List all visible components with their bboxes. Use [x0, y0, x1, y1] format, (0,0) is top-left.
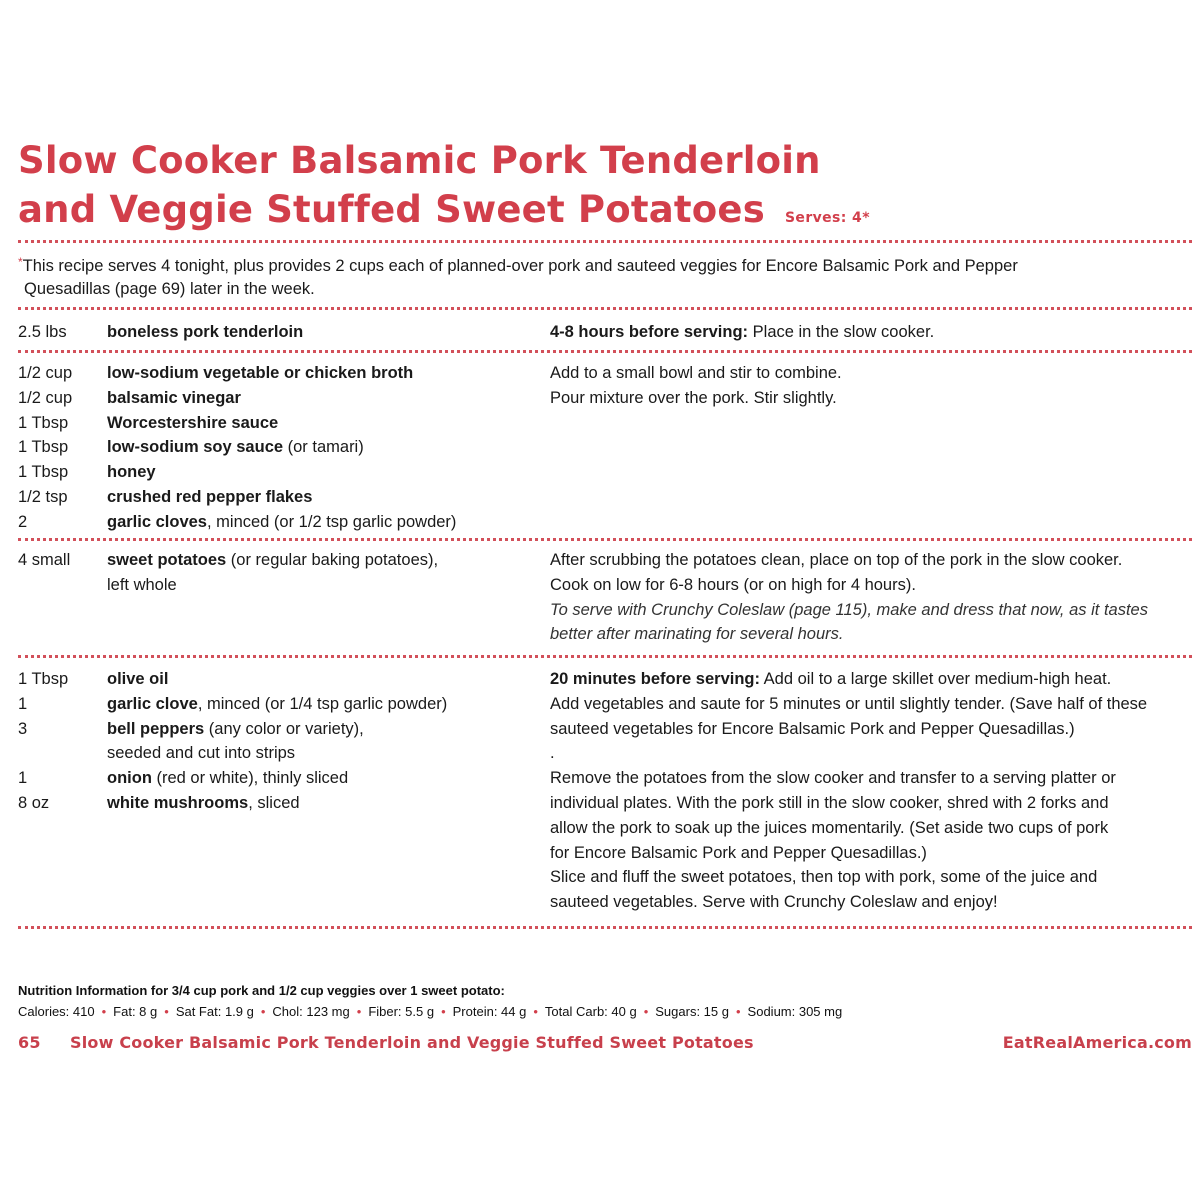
- divider: [18, 240, 1192, 243]
- direction-column: [550, 667, 1200, 915]
- ingredient-line: [107, 386, 527, 411]
- direction-text: Add to a small bowl and stir to combine.: [550, 364, 842, 382]
- direction-line: [550, 667, 1200, 692]
- ingredient-line: [107, 717, 527, 742]
- nutrition-value: Sat Fat: 1.9 g: [175, 1004, 254, 1019]
- recipe-note: [18, 251, 1138, 301]
- ingredient-line: [107, 510, 527, 535]
- nutrition-separator: •: [260, 1004, 266, 1019]
- direction-line: [550, 548, 1200, 573]
- direction-text: better after marinating for several hours.: [550, 625, 844, 644]
- title-line-1: Slow Cooker Balsamic Pork Tenderloin: [18, 139, 821, 182]
- direction-line: [550, 386, 1200, 411]
- quantity: 1 Tbsp: [18, 463, 69, 482]
- note-line-2: Quesadillas (page 69) later in the week.: [24, 280, 315, 298]
- direction-text: Remove the potatoes from the slow cooker and transfer to a serving platter or: [550, 769, 1116, 788]
- page-number: 65: [18, 1033, 41, 1052]
- divider: [18, 655, 1192, 658]
- ingredient-name: white mushrooms: [107, 793, 249, 812]
- ingredient-line: [107, 667, 527, 692]
- direction-column: [550, 320, 1200, 345]
- ingredient-name: balsamic vinegar: [107, 388, 241, 407]
- quantity: 1/2 tsp: [18, 487, 68, 506]
- note-line-1: This recipe serves 4 tonight, plus provides 2 cups each of planned-over pork and sauteed veggies for Encore Balsamic Pork and Pepper: [22, 257, 1018, 275]
- direction-text: To serve with Crunchy Coleslaw (page 115), make and dress that now, as it tastes: [550, 600, 1148, 619]
- nutrition-heading: Nutrition Information for 3/4 cup pork and 1/2 cup veggies over 1 sweet potato:: [18, 983, 505, 998]
- direction-text: .: [550, 744, 555, 763]
- direction-text: Add vegetables and saute for 5 minutes or until slightly tender. (Save half of these: [550, 694, 1148, 713]
- ingredient-line: [107, 548, 527, 573]
- nutrition-separator: •: [164, 1004, 169, 1019]
- direction-text: allow the pork to soak up the juices momentarily. (Set aside two cups of pork: [550, 818, 1109, 837]
- ingredient-line: [107, 766, 527, 791]
- recipe-title: [18, 136, 870, 243]
- ingredient-detail: , minced (or 1/2 tsp garlic powder): [206, 512, 457, 531]
- direction-text: Slice and fluff the sweet potatoes, then top with pork, some of the juice and: [550, 868, 1098, 887]
- ingredient-detail: (red or white), thinly sliced: [151, 769, 349, 788]
- nutrition-value: Sugars: 15 g: [655, 1004, 729, 1019]
- ingredient-name: olive oil: [107, 670, 169, 688]
- quantity: 1: [18, 769, 28, 788]
- ingredient-detail: (or tamari): [283, 438, 364, 457]
- direction-line: [550, 741, 1200, 766]
- nutrition-value: Fiber: 5.5 g: [368, 1004, 435, 1019]
- direction-line: [550, 573, 1200, 598]
- ingredient-detail: , sliced: [248, 793, 300, 812]
- quantity-column: [18, 548, 106, 573]
- title-line-2-text: and Veggie Stuffed Sweet Potatoes: [18, 188, 765, 231]
- divider: [18, 350, 1192, 353]
- direction-line: [550, 766, 1200, 791]
- direction-timing: 20 minutes before serving:: [550, 670, 760, 688]
- direction-line: [550, 865, 1200, 890]
- ingredient-line: [107, 485, 527, 510]
- nutrition-separator: •: [356, 1004, 362, 1019]
- ingredient-line: [107, 320, 527, 345]
- direction-text: sauteed vegetables for Encore Balsamic Pork and Pepper Quesadillas.): [550, 719, 1075, 738]
- direction-column: [550, 548, 1200, 647]
- note-asterisk: *: [18, 255, 23, 269]
- ingredient-line: [107, 791, 527, 816]
- nutrition-value: Sodium: 305 mg: [747, 1004, 843, 1019]
- direction-line: [550, 890, 1200, 915]
- ingredient-name: garlic clove: [107, 694, 198, 713]
- footer-title: Slow Cooker Balsamic Pork Tenderloin and Veggie Stuffed Sweet Potatoes: [70, 1033, 754, 1052]
- nutrition-value: Chol: 123 mg: [272, 1004, 350, 1019]
- ingredient-name: low-sodium soy sauce: [107, 438, 284, 457]
- website-link[interactable]: EatRealAmerica.com: [1002, 1033, 1192, 1052]
- direction-timing: 4-8 hours before serving:: [550, 323, 749, 341]
- ingredient-detail: left whole: [107, 575, 177, 594]
- ingredient-detail: , minced (or 1/4 tsp garlic powder): [197, 694, 448, 713]
- ingredient-line: [107, 411, 527, 436]
- ingredient-column: [107, 320, 527, 345]
- ingredient-line: [107, 460, 527, 485]
- ingredient-name: sweet potatoes: [107, 551, 227, 569]
- ingredient-line: [107, 692, 527, 717]
- ingredient-name: honey: [107, 463, 156, 482]
- quantity-column: [18, 667, 106, 816]
- quantity: 1 Tbsp: [18, 670, 69, 688]
- ingredient-name: garlic cloves: [107, 512, 207, 531]
- ingredient-detail: (or regular baking potatoes),: [226, 551, 439, 569]
- nutrition-info: [18, 980, 1188, 1022]
- direction-line: [550, 598, 1200, 623]
- nutrition-value: Protein: 44 g: [452, 1004, 527, 1019]
- nutrition-separator: •: [643, 1004, 649, 1019]
- direction-text: sauteed vegetables. Serve with Crunchy Coleslaw and enjoy!: [550, 893, 998, 912]
- quantity: 2.5 lbs: [18, 323, 67, 341]
- title-line-2: [18, 185, 870, 243]
- nutrition-separator: •: [533, 1004, 538, 1019]
- quantity: [18, 741, 106, 766]
- quantity: 4 small: [18, 551, 71, 569]
- ingredient-line: [107, 361, 527, 386]
- quantity: 1 Tbsp: [18, 438, 69, 457]
- ingredient-column: [107, 667, 527, 816]
- quantity: 1: [18, 694, 28, 713]
- direction-line: [550, 816, 1200, 841]
- direction-line: [550, 361, 1200, 386]
- ingredient-name: crushed red pepper flakes: [107, 487, 313, 506]
- ingredient-column: [107, 548, 527, 598]
- direction-line: [550, 791, 1200, 816]
- ingredient-name: bell peppers: [107, 719, 205, 738]
- nutrition-value: Fat: 8 g: [113, 1004, 158, 1019]
- divider: [18, 307, 1192, 310]
- divider: [18, 538, 1192, 541]
- direction-line: [550, 320, 1200, 345]
- ingredient-column: [107, 361, 527, 535]
- direction-line: [550, 841, 1200, 866]
- quantity-column: [18, 320, 106, 345]
- direction-column: [550, 361, 1200, 411]
- direction-text: Add oil to a large skillet over medium-high heat.: [759, 670, 1112, 688]
- serves-label: Serves: 4*: [784, 210, 870, 226]
- ingredient-detail: (any color or variety),: [204, 719, 364, 738]
- divider: [18, 926, 1192, 929]
- direction-text: Place in the slow cooker.: [748, 323, 935, 341]
- nutrition-separator: •: [101, 1004, 107, 1019]
- direction-text: After scrubbing the potatoes clean, place on top of the pork in the slow cooker.: [550, 551, 1123, 569]
- ingredient-detail: seeded and cut into strips: [107, 744, 296, 763]
- ingredient-line: [107, 741, 527, 766]
- ingredient-name: low-sodium vegetable or chicken broth: [107, 364, 414, 382]
- ingredient-name: Worcestershire sauce: [107, 413, 279, 432]
- nutrition-value: Calories: 410: [18, 1004, 95, 1019]
- direction-line: [550, 692, 1200, 717]
- direction-line: [550, 622, 1200, 647]
- nutrition-items: [18, 1001, 1188, 1022]
- direction-line: [550, 717, 1200, 742]
- quantity: 8 oz: [18, 793, 50, 812]
- quantity: 1/2 cup: [18, 364, 73, 382]
- direction-text: for Encore Balsamic Pork and Pepper Quesadillas.): [550, 843, 927, 862]
- ingredient-line: [107, 435, 527, 460]
- ingredient-line: [107, 573, 527, 598]
- ingredient-name: onion: [107, 769, 152, 788]
- nutrition-separator: •: [441, 1004, 446, 1019]
- quantity: 1/2 cup: [18, 388, 73, 407]
- quantity: 1 Tbsp: [18, 413, 69, 432]
- nutrition-separator: •: [735, 1004, 741, 1019]
- quantity: 3: [18, 719, 28, 738]
- direction-text: individual plates. With the pork still in the slow cooker, shred with 2 forks and: [550, 793, 1109, 812]
- quantity-column: [18, 361, 106, 535]
- direction-text: Pour mixture over the pork. Stir slightly.: [550, 388, 837, 407]
- quantity: 2: [18, 512, 28, 531]
- ingredient-name: boneless pork tenderloin: [107, 323, 304, 341]
- direction-text: Cook on low for 6-8 hours (or on high for 4 hours).: [550, 575, 916, 594]
- nutrition-value: Total Carb: 40 g: [544, 1004, 637, 1019]
